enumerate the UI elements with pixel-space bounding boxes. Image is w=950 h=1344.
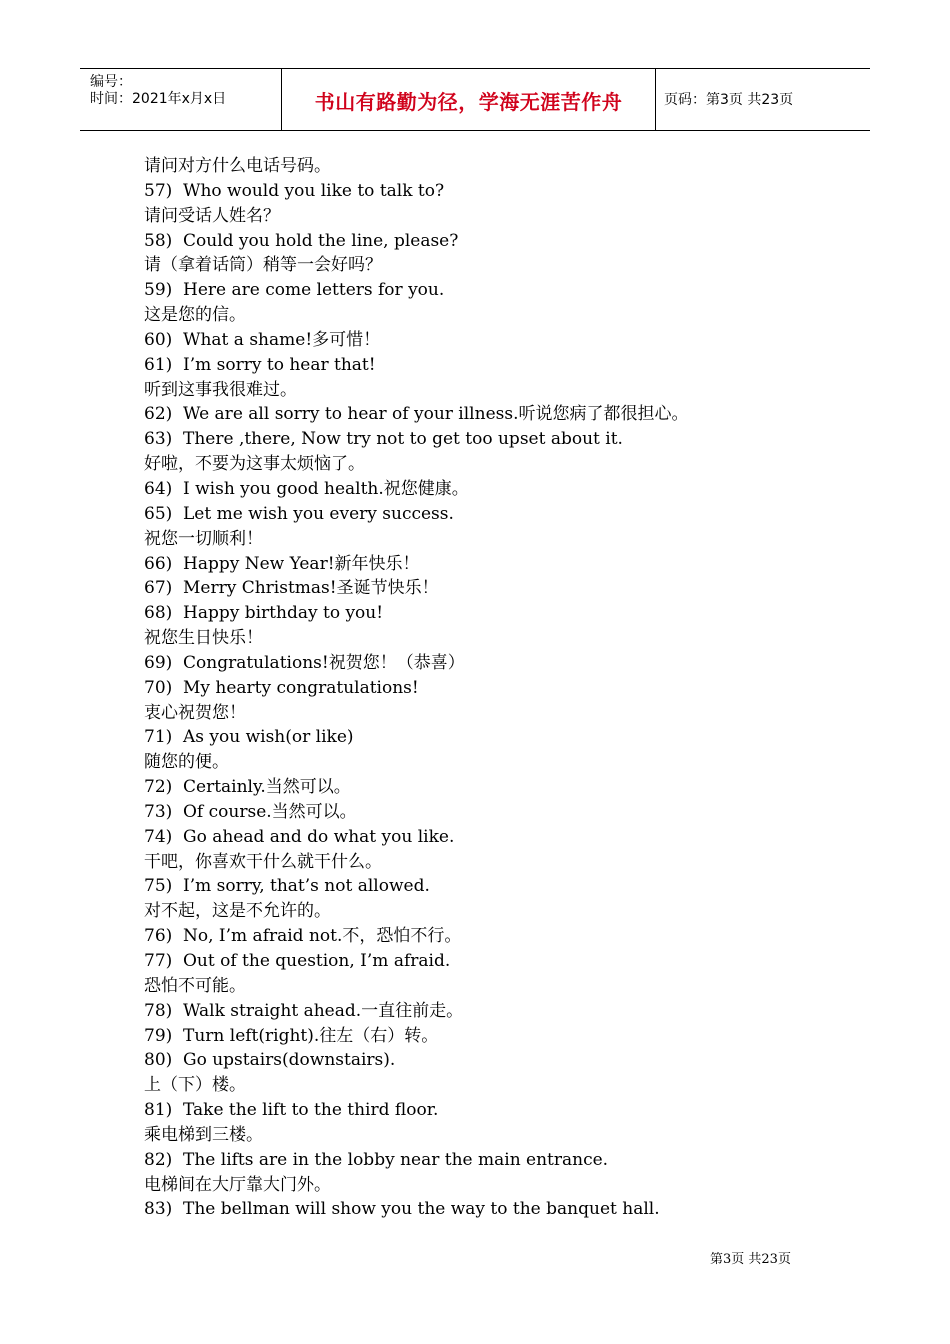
item-number: 76) xyxy=(144,926,173,947)
text-line xyxy=(144,552,864,577)
text-line xyxy=(144,1148,864,1173)
line-text: Happy New Year!新年快乐！ xyxy=(183,553,420,574)
line-text: 电梯间在大厅靠大门外。 xyxy=(144,1174,331,1195)
line-text: 听到这事我很难过。 xyxy=(144,379,297,400)
line-text: Could you hold the line, please? xyxy=(183,230,459,251)
line-text: Out of the question, I’m afraid. xyxy=(183,951,451,971)
item-number: 64) xyxy=(144,478,173,499)
line-text: Go upstairs(downstairs). xyxy=(183,1050,396,1071)
line-text: 请问对方什么电话号码。 xyxy=(144,156,331,176)
line-text: 这是您的信。 xyxy=(144,305,246,326)
item-number: 75) xyxy=(144,876,173,897)
item-number: 61) xyxy=(144,354,173,375)
text-line xyxy=(144,253,864,278)
item-number: 60) xyxy=(144,329,173,350)
line-text: 衷心祝贺您！ xyxy=(144,702,246,723)
line-text: 恐怕不可能。 xyxy=(144,975,246,996)
text-line xyxy=(144,626,864,651)
line-text: 祝您一切顺利！ xyxy=(144,528,263,549)
item-number: 63) xyxy=(144,429,173,450)
item-number: 79) xyxy=(144,1025,173,1046)
line-text: Of course.当然可以。 xyxy=(183,801,357,822)
line-text: Merry Christmas!圣诞节快乐！ xyxy=(183,578,439,599)
item-number: 74) xyxy=(144,826,173,847)
item-number: 77) xyxy=(144,951,173,971)
text-line xyxy=(144,974,864,999)
text-line xyxy=(144,1123,864,1148)
header-page-info: 页码：第3页 共23页 xyxy=(664,92,794,108)
line-text: Certainly.当然可以。 xyxy=(183,777,351,798)
item-number: 69) xyxy=(144,652,173,673)
line-text: I wish you good health.祝您健康。 xyxy=(183,478,469,499)
line-text: 干吧，你喜欢干什么就干什么。 xyxy=(144,851,382,872)
text-line xyxy=(144,452,864,477)
text-line xyxy=(144,1098,864,1123)
item-number: 57) xyxy=(144,180,173,201)
text-line xyxy=(144,949,864,974)
header-page-cell xyxy=(655,69,870,130)
text-line xyxy=(144,477,864,502)
text-line xyxy=(144,601,864,626)
text-line xyxy=(144,179,864,204)
text-line xyxy=(144,527,864,552)
line-text: 好啦，不要为这事太烦恼了。 xyxy=(144,454,365,475)
document-time-label: 时间：2021年x月x日 xyxy=(90,91,227,107)
text-line xyxy=(144,378,864,403)
item-number: 83) xyxy=(144,1199,173,1220)
item-number: 59) xyxy=(144,280,173,301)
line-text: The bellman will show you the way to the banquet hall. xyxy=(183,1199,660,1220)
text-line xyxy=(144,229,864,254)
document-body xyxy=(144,154,864,1222)
line-text: Go ahead and do what you like. xyxy=(183,826,455,847)
line-text: Who would you like to talk to? xyxy=(183,180,445,201)
line-text: The lifts are in the lobby near the main entrance. xyxy=(183,1149,609,1170)
item-number: 67) xyxy=(144,578,173,599)
text-line xyxy=(144,701,864,726)
item-number: 72) xyxy=(144,777,173,798)
line-text: 上（下）楼。 xyxy=(144,1075,246,1096)
header-motto-cell xyxy=(281,69,656,130)
text-line xyxy=(144,800,864,825)
line-text: My hearty congratulations! xyxy=(183,677,419,698)
text-line xyxy=(144,427,864,452)
text-line xyxy=(144,328,864,353)
item-number: 66) xyxy=(144,553,173,574)
text-line xyxy=(144,402,864,427)
line-text: We are all sorry to hear of your illness.听说您病了都很担心。 xyxy=(183,404,689,425)
text-line xyxy=(144,154,864,179)
text-line xyxy=(144,1073,864,1098)
line-text: Let me wish you every success. xyxy=(183,503,454,524)
item-number: 78) xyxy=(144,1000,173,1021)
line-text: I’m sorry to hear that! xyxy=(183,354,376,375)
line-text: 随您的便。 xyxy=(144,752,229,773)
text-line xyxy=(144,576,864,601)
text-line xyxy=(144,502,864,527)
text-line xyxy=(144,850,864,875)
document-number-label: 编号： xyxy=(90,74,132,90)
text-line xyxy=(144,874,864,899)
page-header xyxy=(80,68,870,131)
line-text: 乘电梯到三楼。 xyxy=(144,1124,263,1145)
item-number: 71) xyxy=(144,727,173,748)
item-number: 80) xyxy=(144,1050,173,1071)
line-text: 请问受话人姓名？ xyxy=(144,205,280,226)
line-text: Take the lift to the third floor. xyxy=(183,1100,439,1121)
line-text: Here are come letters for you. xyxy=(183,280,445,301)
text-line xyxy=(144,1048,864,1073)
text-line xyxy=(144,924,864,949)
item-number: 68) xyxy=(144,603,173,624)
line-text: Turn left(right).往左（右）转。 xyxy=(183,1025,439,1046)
text-line xyxy=(144,1024,864,1049)
line-text: Walk straight ahead.一直往前走。 xyxy=(183,1000,464,1021)
text-line xyxy=(144,651,864,676)
text-line xyxy=(144,999,864,1024)
text-line xyxy=(144,303,864,328)
item-number: 62) xyxy=(144,404,173,425)
text-line xyxy=(144,750,864,775)
text-line xyxy=(144,775,864,800)
item-number: 58) xyxy=(144,230,173,251)
item-number: 82) xyxy=(144,1149,173,1170)
item-number: 65) xyxy=(144,503,173,524)
text-line xyxy=(144,204,864,229)
text-line xyxy=(144,676,864,701)
page-footer: 第3页 共23页 xyxy=(710,1252,791,1267)
text-line xyxy=(144,899,864,924)
item-number: 81) xyxy=(144,1100,173,1121)
text-line xyxy=(144,278,864,303)
text-line xyxy=(144,353,864,378)
header-meta-cell xyxy=(80,69,281,130)
line-text: Congratulations!祝贺您！（恭喜） xyxy=(183,652,465,673)
line-text: 祝您生日快乐！ xyxy=(144,628,263,649)
line-text: What a shame!多可惜！ xyxy=(183,329,381,350)
line-text: 对不起，这是不允许的。 xyxy=(144,901,331,922)
line-text: 请（拿着话筒）稍等一会好吗？ xyxy=(144,255,382,276)
text-line xyxy=(144,725,864,750)
text-line xyxy=(144,1173,864,1198)
item-number: 73) xyxy=(144,801,173,822)
line-text: I’m sorry, that’s not allowed. xyxy=(183,876,430,897)
text-line xyxy=(144,1197,864,1222)
line-text: There ,there, Now try not to get too upset about it. xyxy=(183,429,623,450)
text-line xyxy=(144,825,864,850)
item-number: 70) xyxy=(144,677,173,698)
header-motto: 书山有路勤为径，学海无涯苦作舟 xyxy=(314,90,623,114)
line-text: As you wish(or like) xyxy=(183,727,354,748)
line-text: Happy birthday to you! xyxy=(183,603,384,624)
line-text: No, I’m afraid not.不，恐怕不行。 xyxy=(183,926,462,947)
